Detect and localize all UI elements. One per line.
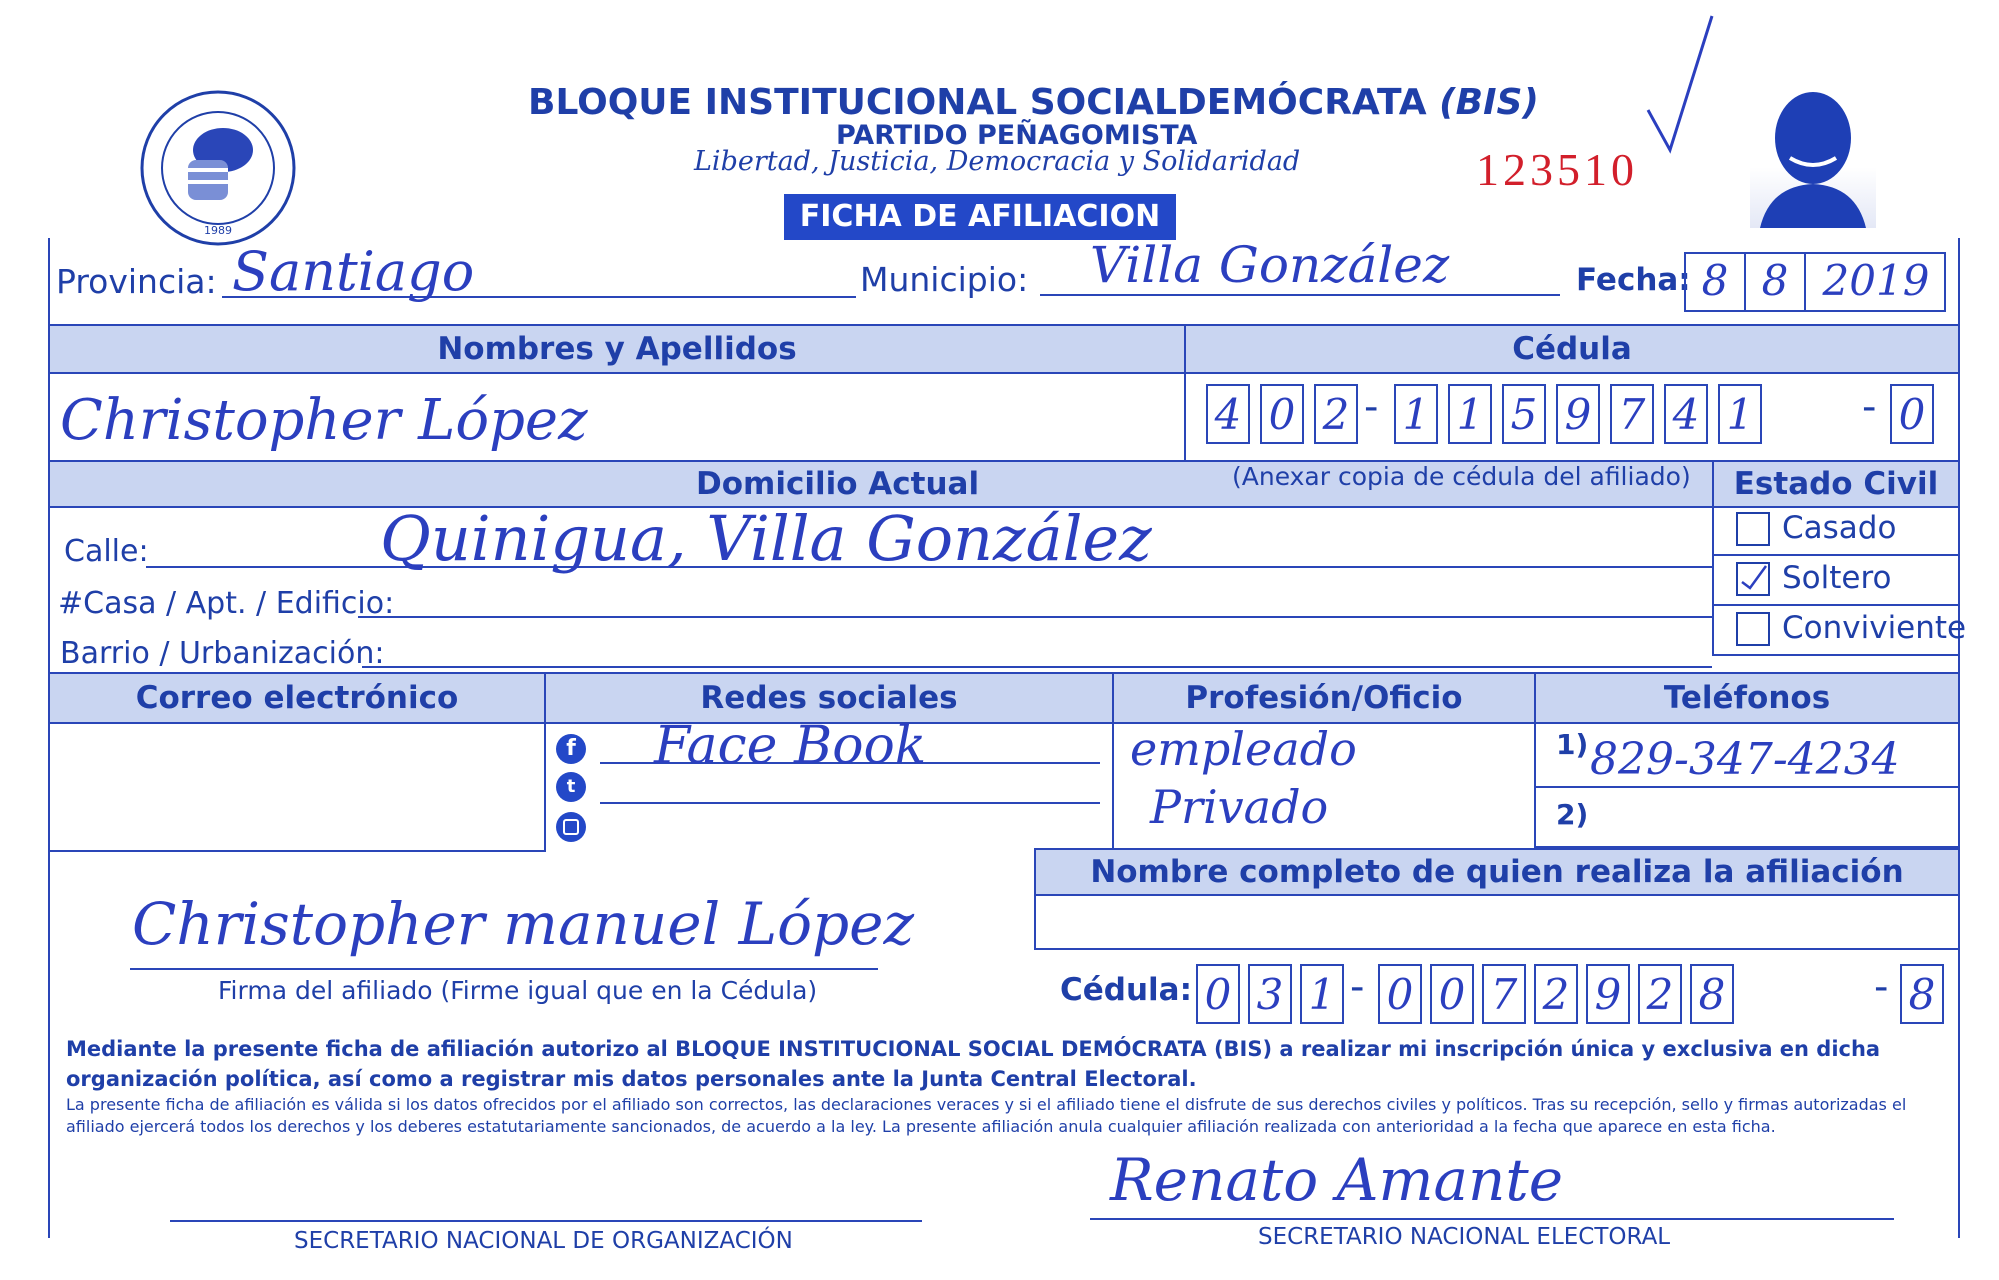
cedula-digit: 4 xyxy=(1664,384,1708,444)
sec-organizacion-line xyxy=(170,1220,922,1222)
party-subtitle: PARTIDO PEÑAGOMISTA xyxy=(836,120,1198,151)
nombres-value: Christopher López xyxy=(60,388,588,453)
cedula-note: (Anexar copia de cédula del afiliado) xyxy=(1232,462,1691,491)
casado-label: Casado xyxy=(1782,510,1897,546)
casa-line[interactable] xyxy=(358,616,1712,618)
redes-value: Face Book xyxy=(654,716,927,776)
afiliador-cedula-dash: - xyxy=(1350,964,1365,1010)
cedula-digit: 1 xyxy=(1448,384,1492,444)
cedula-digit: 0 xyxy=(1260,384,1304,444)
afiliador-cedula-label: Cédula: xyxy=(1060,972,1192,1008)
sec-electoral-signature: Renato Amante xyxy=(1110,1146,1564,1214)
party-title-main: BLOQUE INSTITUCIONAL SOCIALDEMÓCRATA xyxy=(528,82,1427,123)
form-title: FICHA DE AFILIACION xyxy=(784,194,1176,240)
legal-small-text: La presente ficha de afiliación es válida si los datos ofrecidos por el afiliado son correctos, las declaraciones veraces y si el afiliado tiene el disfrute de sus derechos civiles y políticos. Tras su recepción, sello y firmas autorizadas el afiliado ejercerá todos los derechos y los deberes estatutariamente sancionados, de acuerdo a la ley. La presente afiliación anula cualquier afiliación realizada con anterioridad a la fecha que aparece en esta ficha. xyxy=(66,1095,1907,1136)
profesion-value-1: empleado xyxy=(1130,722,1357,776)
calle-label: Calle: xyxy=(64,534,149,569)
afiliador-cedula-digit: 2 xyxy=(1534,964,1578,1024)
afiliador-cedula-digit: 7 xyxy=(1482,964,1526,1024)
afiliador-name-cell[interactable] xyxy=(1034,894,1960,950)
cedula-header-label: Cédula xyxy=(1512,331,1632,367)
tel1-label: 1) xyxy=(1556,728,1589,761)
logo-year: 1989 xyxy=(204,224,232,237)
member-photo xyxy=(1750,76,1876,228)
instagram-icon xyxy=(556,812,586,842)
afiliador-cedula-digit: 9 xyxy=(1586,964,1630,1024)
tel-divider xyxy=(1534,786,1960,788)
cedula-digit: 5 xyxy=(1502,384,1546,444)
profesion-value-2: Privado xyxy=(1150,780,1329,834)
afiliador-cedula-digit: 0 xyxy=(1430,964,1474,1024)
estado-civil-divider xyxy=(1712,604,1960,606)
nombres-header xyxy=(48,324,1186,374)
cedula-digit: 1 xyxy=(1394,384,1438,444)
calle-value: Quinigua, Villa González xyxy=(380,502,1152,575)
sec-organizacion-label: SECRETARIO NACIONAL DE ORGANIZACIÓN xyxy=(294,1228,793,1254)
party-title xyxy=(528,82,1539,123)
correo-header xyxy=(48,672,546,724)
casa-label: #Casa / Apt. / Edificio: xyxy=(58,586,395,621)
cedula-digit: 7 xyxy=(1610,384,1654,444)
profesion-header xyxy=(1112,672,1536,724)
municipio-line xyxy=(1040,294,1560,296)
fecha-box[interactable] xyxy=(1684,252,1946,312)
afiliador-header xyxy=(1034,848,1960,896)
sec-electoral-label: SECRETARIO NACIONAL ELECTORAL xyxy=(1258,1224,1671,1250)
serial-number: 123510 xyxy=(1476,144,1638,195)
member-signature: Christopher manuel López xyxy=(132,890,915,958)
barrio-label: Barrio / Urbanización: xyxy=(60,636,385,671)
redes-header-label: Redes sociales xyxy=(700,680,958,716)
twitter-line[interactable] xyxy=(600,802,1100,804)
checkmark-icon xyxy=(1640,10,1720,160)
correo-header-label: Correo electrónico xyxy=(135,680,459,716)
soltero-label: Soltero xyxy=(1782,560,1892,596)
estado-civil-divider xyxy=(1712,554,1960,556)
afiliador-cedula-digit: 3 xyxy=(1248,964,1292,1024)
fecha-day: 8 xyxy=(1686,252,1746,312)
telefonos-header-label: Teléfonos xyxy=(1663,680,1831,716)
signature-line xyxy=(130,968,878,970)
afiliador-cedula-digit: 2 xyxy=(1638,964,1682,1024)
cedula-dash: - xyxy=(1862,384,1877,430)
tel2-label: 2) xyxy=(1556,798,1589,831)
cedula-digit: 1 xyxy=(1718,384,1762,444)
afiliador-header-label: Nombre completo de quien realiza la afiliación xyxy=(1090,854,1904,890)
municipio-label: Municipio: xyxy=(860,260,1029,299)
cedula-header xyxy=(1184,324,1960,374)
legal-bold-text: Mediante la presente ficha de afiliación autorizo al BLOQUE INSTITUCIONAL SOCIAL DEMÓCRATA (BIS) a realizar mi inscripción única y exclusiva en dicha organización política, así como a registrar mis datos personales ante la Junta Central Electoral. xyxy=(66,1037,1881,1091)
correo-cell[interactable] xyxy=(48,722,546,852)
cedula-digit: 0 xyxy=(1890,384,1934,444)
tel1-value[interactable]: 829-347-4234 xyxy=(1590,734,1900,785)
conviviente-checkbox[interactable] xyxy=(1736,612,1770,646)
municipio-value[interactable]: Villa González xyxy=(1090,236,1450,294)
fecha-month: 8 xyxy=(1746,252,1806,312)
signature-label: Firma del afiliado (Firme igual que en la Cédula) xyxy=(218,976,818,1005)
provincia-label: Provincia: xyxy=(56,262,217,301)
fecha-year: 2019 xyxy=(1822,256,1930,305)
cedula-digit: 2 xyxy=(1314,384,1358,444)
afiliador-cedula-digit: 0 xyxy=(1378,964,1422,1024)
casado-checkbox[interactable] xyxy=(1736,512,1770,546)
estado-civil-header xyxy=(1712,460,1960,508)
party-motto: Libertad, Justicia, Democracia y Solidaridad xyxy=(694,146,1301,177)
nombres-header-label: Nombres y Apellidos xyxy=(437,331,797,367)
afiliador-cedula-digit: 8 xyxy=(1690,964,1734,1024)
conviviente-label: Conviviente xyxy=(1782,610,1967,646)
facebook-icon: f xyxy=(556,734,586,764)
check-mark-icon xyxy=(1738,564,1768,594)
soltero-checkbox[interactable] xyxy=(1736,562,1770,596)
party-title-abbr: (BIS) xyxy=(1439,82,1539,123)
cedula-digit: 9 xyxy=(1556,384,1600,444)
profesion-header-label: Profesión/Oficio xyxy=(1185,680,1463,716)
afiliador-cedula-digit: 1 xyxy=(1300,964,1344,1024)
domicilio-header-label: Domicilio Actual xyxy=(696,466,980,502)
sec-electoral-line xyxy=(1090,1218,1894,1220)
fecha-label: Fecha: xyxy=(1576,262,1691,298)
telefonos-header xyxy=(1534,672,1960,724)
provincia-value[interactable]: Santiago xyxy=(232,240,475,303)
afiliador-cedula-digit: 8 xyxy=(1900,964,1944,1024)
afiliador-cedula-dash: - xyxy=(1874,964,1889,1010)
party-logo-seal xyxy=(138,88,298,248)
afiliador-cedula-digit: 0 xyxy=(1196,964,1240,1024)
estado-civil-header-label: Estado Civil xyxy=(1733,466,1939,502)
cedula-dash: - xyxy=(1364,384,1379,430)
barrio-line[interactable] xyxy=(362,666,1712,668)
cedula-digit: 4 xyxy=(1206,384,1250,444)
twitter-icon: t xyxy=(556,772,586,802)
